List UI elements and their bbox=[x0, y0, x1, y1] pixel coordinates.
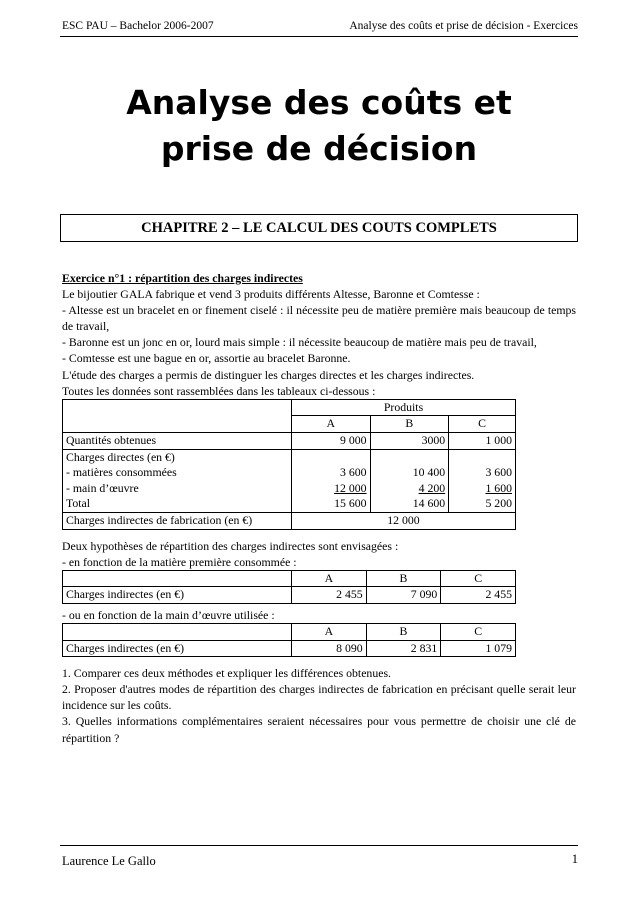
cell-value: 14 600 bbox=[412, 496, 446, 511]
header-right: Analyse des coûts et prise de décision - Exercices bbox=[349, 20, 578, 32]
cell-value: 1 600 bbox=[485, 480, 512, 495]
data-table bbox=[62, 399, 516, 530]
table-row bbox=[63, 512, 516, 529]
cell-value: 1 000 bbox=[449, 432, 516, 449]
exercise-title: Exercice n°1 : répartition des charges indirectes bbox=[62, 271, 303, 285]
col-header: C bbox=[441, 623, 516, 640]
cell-value: 10 400 bbox=[412, 465, 446, 480]
row-label: Charges indirectes de fabrication (en €) bbox=[63, 512, 292, 529]
cell-value: 12 000 bbox=[334, 480, 367, 495]
col-header: C bbox=[441, 570, 516, 587]
table-row bbox=[63, 623, 516, 640]
cell-value: 1 079 bbox=[441, 640, 516, 657]
exercise-body bbox=[62, 270, 576, 746]
table-row bbox=[63, 399, 516, 416]
cell-value: 4 200 bbox=[418, 480, 446, 495]
row-label: Charges directes (en €) bbox=[66, 449, 175, 464]
header-left: ESC PAU – Bachelor 2006-2007 bbox=[62, 20, 214, 32]
cell-value: 3000 bbox=[370, 432, 449, 449]
col-header: C bbox=[449, 416, 516, 433]
item-comtesse: - Comtesse est une bague en or, assortie au bracelet Baronne. bbox=[62, 351, 351, 366]
cell-value: 2 455 bbox=[441, 587, 516, 604]
table-row bbox=[63, 570, 516, 587]
chapter-heading: CHAPITRE 2 – LE CALCUL DES COUTS COMPLETS bbox=[60, 214, 578, 242]
hypothesis-1: - en fonction de la matière première consommée : bbox=[62, 554, 297, 569]
col-header: B bbox=[366, 623, 441, 640]
study-text: L'étude des charges a permis de distinguer les charges directes et les charges indirectes. bbox=[62, 367, 475, 382]
hypotheses-text: Deux hypothèses de répartition des charges indirectes sont envisagées : bbox=[62, 538, 399, 553]
cell-value: 7 090 bbox=[366, 587, 441, 604]
cell-value: 3 600 bbox=[340, 465, 367, 480]
col-header: B bbox=[370, 416, 449, 433]
row-label: Charges indirectes (en €) bbox=[63, 587, 292, 604]
col-header: A bbox=[292, 623, 367, 640]
page-header bbox=[60, 20, 578, 37]
cell-value: 2 831 bbox=[366, 640, 441, 657]
intro-text: Le bijoutier GALA fabrique et vend 3 produits différents Altesse, Baronne et Comtesse : bbox=[62, 287, 480, 302]
table-row bbox=[63, 640, 516, 657]
col-header: B bbox=[366, 570, 441, 587]
question-3: 3. Quelles informations complémentaires seraient nécessaires pour vous permettre de choisir une clé de répartition ? bbox=[62, 714, 576, 745]
allocation-table-material bbox=[62, 570, 516, 604]
row-label: Charges indirectes (en €) bbox=[63, 640, 292, 657]
table-row bbox=[63, 416, 516, 433]
products-header: Produits bbox=[292, 399, 516, 416]
table-row bbox=[63, 587, 516, 604]
question-2: 2. Proposer d'autres modes de répartition des charges indirectes de fabrication en précisant quelle serait leur incidence sur les coûts. bbox=[62, 682, 576, 713]
cell-value: 2 455 bbox=[292, 587, 367, 604]
cell-value: 5 200 bbox=[485, 496, 512, 511]
direct-costs-block bbox=[63, 449, 292, 512]
item-altesse: - Altesse est un bracelet en or finement ciselé : il nécessite peu de matière première mais beaucoup de temps de travail, bbox=[62, 303, 576, 334]
row-label: - main d’œuvre bbox=[66, 480, 139, 495]
col-header: A bbox=[292, 416, 371, 433]
page-number: 1 bbox=[571, 852, 578, 866]
data-intro-text: Toutes les données sont rassemblées dans les tableaux ci-dessous : bbox=[62, 383, 376, 398]
item-baronne: - Baronne est un jonc en or, lourd mais simple : il nécessite beaucoup de matière mais peu de travail, bbox=[62, 335, 537, 350]
cell-value: 9 000 bbox=[292, 432, 371, 449]
page-footer bbox=[60, 845, 578, 874]
cell-value: 12 000 bbox=[292, 512, 516, 529]
row-label: Total bbox=[66, 496, 91, 511]
title-line-1: Analyse des coûts et bbox=[126, 83, 512, 122]
hypothesis-2: - ou en fonction de la main d’œuvre utilisée : bbox=[62, 607, 275, 622]
table-row bbox=[63, 449, 516, 512]
cell-value: 3 600 bbox=[485, 465, 512, 480]
allocation-table-labor bbox=[62, 623, 516, 657]
title-line-2: prise de décision bbox=[160, 129, 478, 168]
cell-value: 15 600 bbox=[334, 496, 367, 511]
table-row bbox=[63, 432, 516, 449]
document-title bbox=[60, 80, 578, 172]
col-header: A bbox=[292, 570, 367, 587]
row-label: - matières consommées bbox=[66, 465, 177, 480]
row-label: Quantités obtenues bbox=[63, 432, 292, 449]
footer-author: Laurence Le Gallo bbox=[62, 854, 156, 868]
cell-value: 8 090 bbox=[292, 640, 367, 657]
question-1: 1. Comparer ces deux méthodes et expliquer les différences obtenues. bbox=[62, 666, 391, 681]
document-page bbox=[60, 0, 578, 903]
